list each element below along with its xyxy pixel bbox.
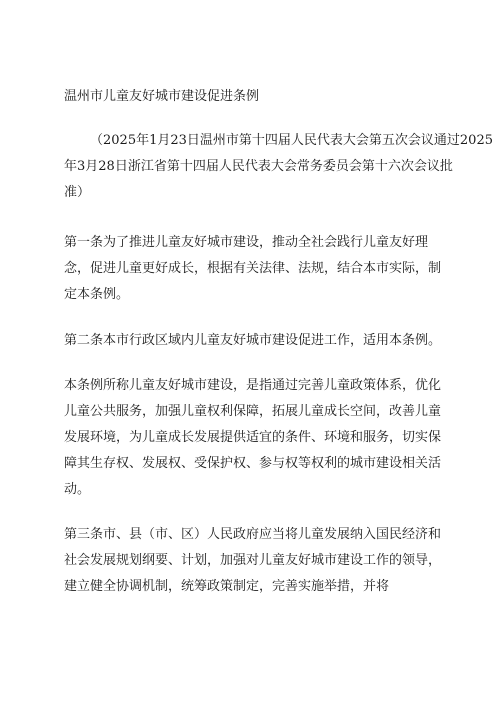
article-2-definition	[64, 373, 440, 503]
article-2	[64, 328, 440, 354]
article-2-definition-line: 儿童公共服务，加强儿童权利保障，拓展儿童成长空间，改善儿童	[64, 404, 442, 419]
article-2-definition-line: 发展环境，为儿童成长发展提供适宜的条件、环境和服务，切实保	[64, 430, 442, 445]
adoption-note	[64, 128, 493, 206]
article-3-line: 社会发展规划纲要、计划，加强对儿童友好城市建设工作的领导，	[64, 553, 442, 568]
adoption-note-line: 年3月28日浙江省第十四届人民代表大会常务委员会第十六次会议批	[64, 159, 453, 174]
adoption-note-line: （2025年1月23日温州市第十四届人民代表大会第五次会议通过2025	[90, 133, 493, 148]
article-3	[64, 522, 440, 600]
article-3-line: 建立健全协调机制，统筹政策制定，完善实施举措，并将	[64, 579, 390, 594]
article-1-line: 定本条例。	[64, 287, 130, 302]
adoption-note-line: 准）	[64, 185, 91, 200]
article-1-line: 第一条为了推进儿童友好城市建设，推动全社会践行儿童友好理	[64, 235, 429, 250]
article-1-line: 念，促进儿童更好成长，根据有关法律、法规，结合本市实际，制	[64, 261, 442, 276]
article-2-line: 第二条本市行政区域内儿童友好城市建设促进工作，适用本条例。	[64, 333, 442, 348]
document-title: 温州市儿童友好城市建设促进条例	[64, 89, 260, 104]
article-3-line: 第三条市、县（市、区）人民政府应当将儿童发展纳入国民经济和	[64, 527, 442, 542]
article-2-definition-line: 障其生存权、发展权、受保护权、参与权等权利的城市建设相关活	[64, 456, 442, 471]
article-2-definition-line: 本条例所称儿童友好城市建设，是指通过完善儿童政策体系，优化	[64, 378, 442, 393]
article-2-definition-line: 动。	[64, 482, 91, 497]
article-1	[64, 230, 440, 308]
